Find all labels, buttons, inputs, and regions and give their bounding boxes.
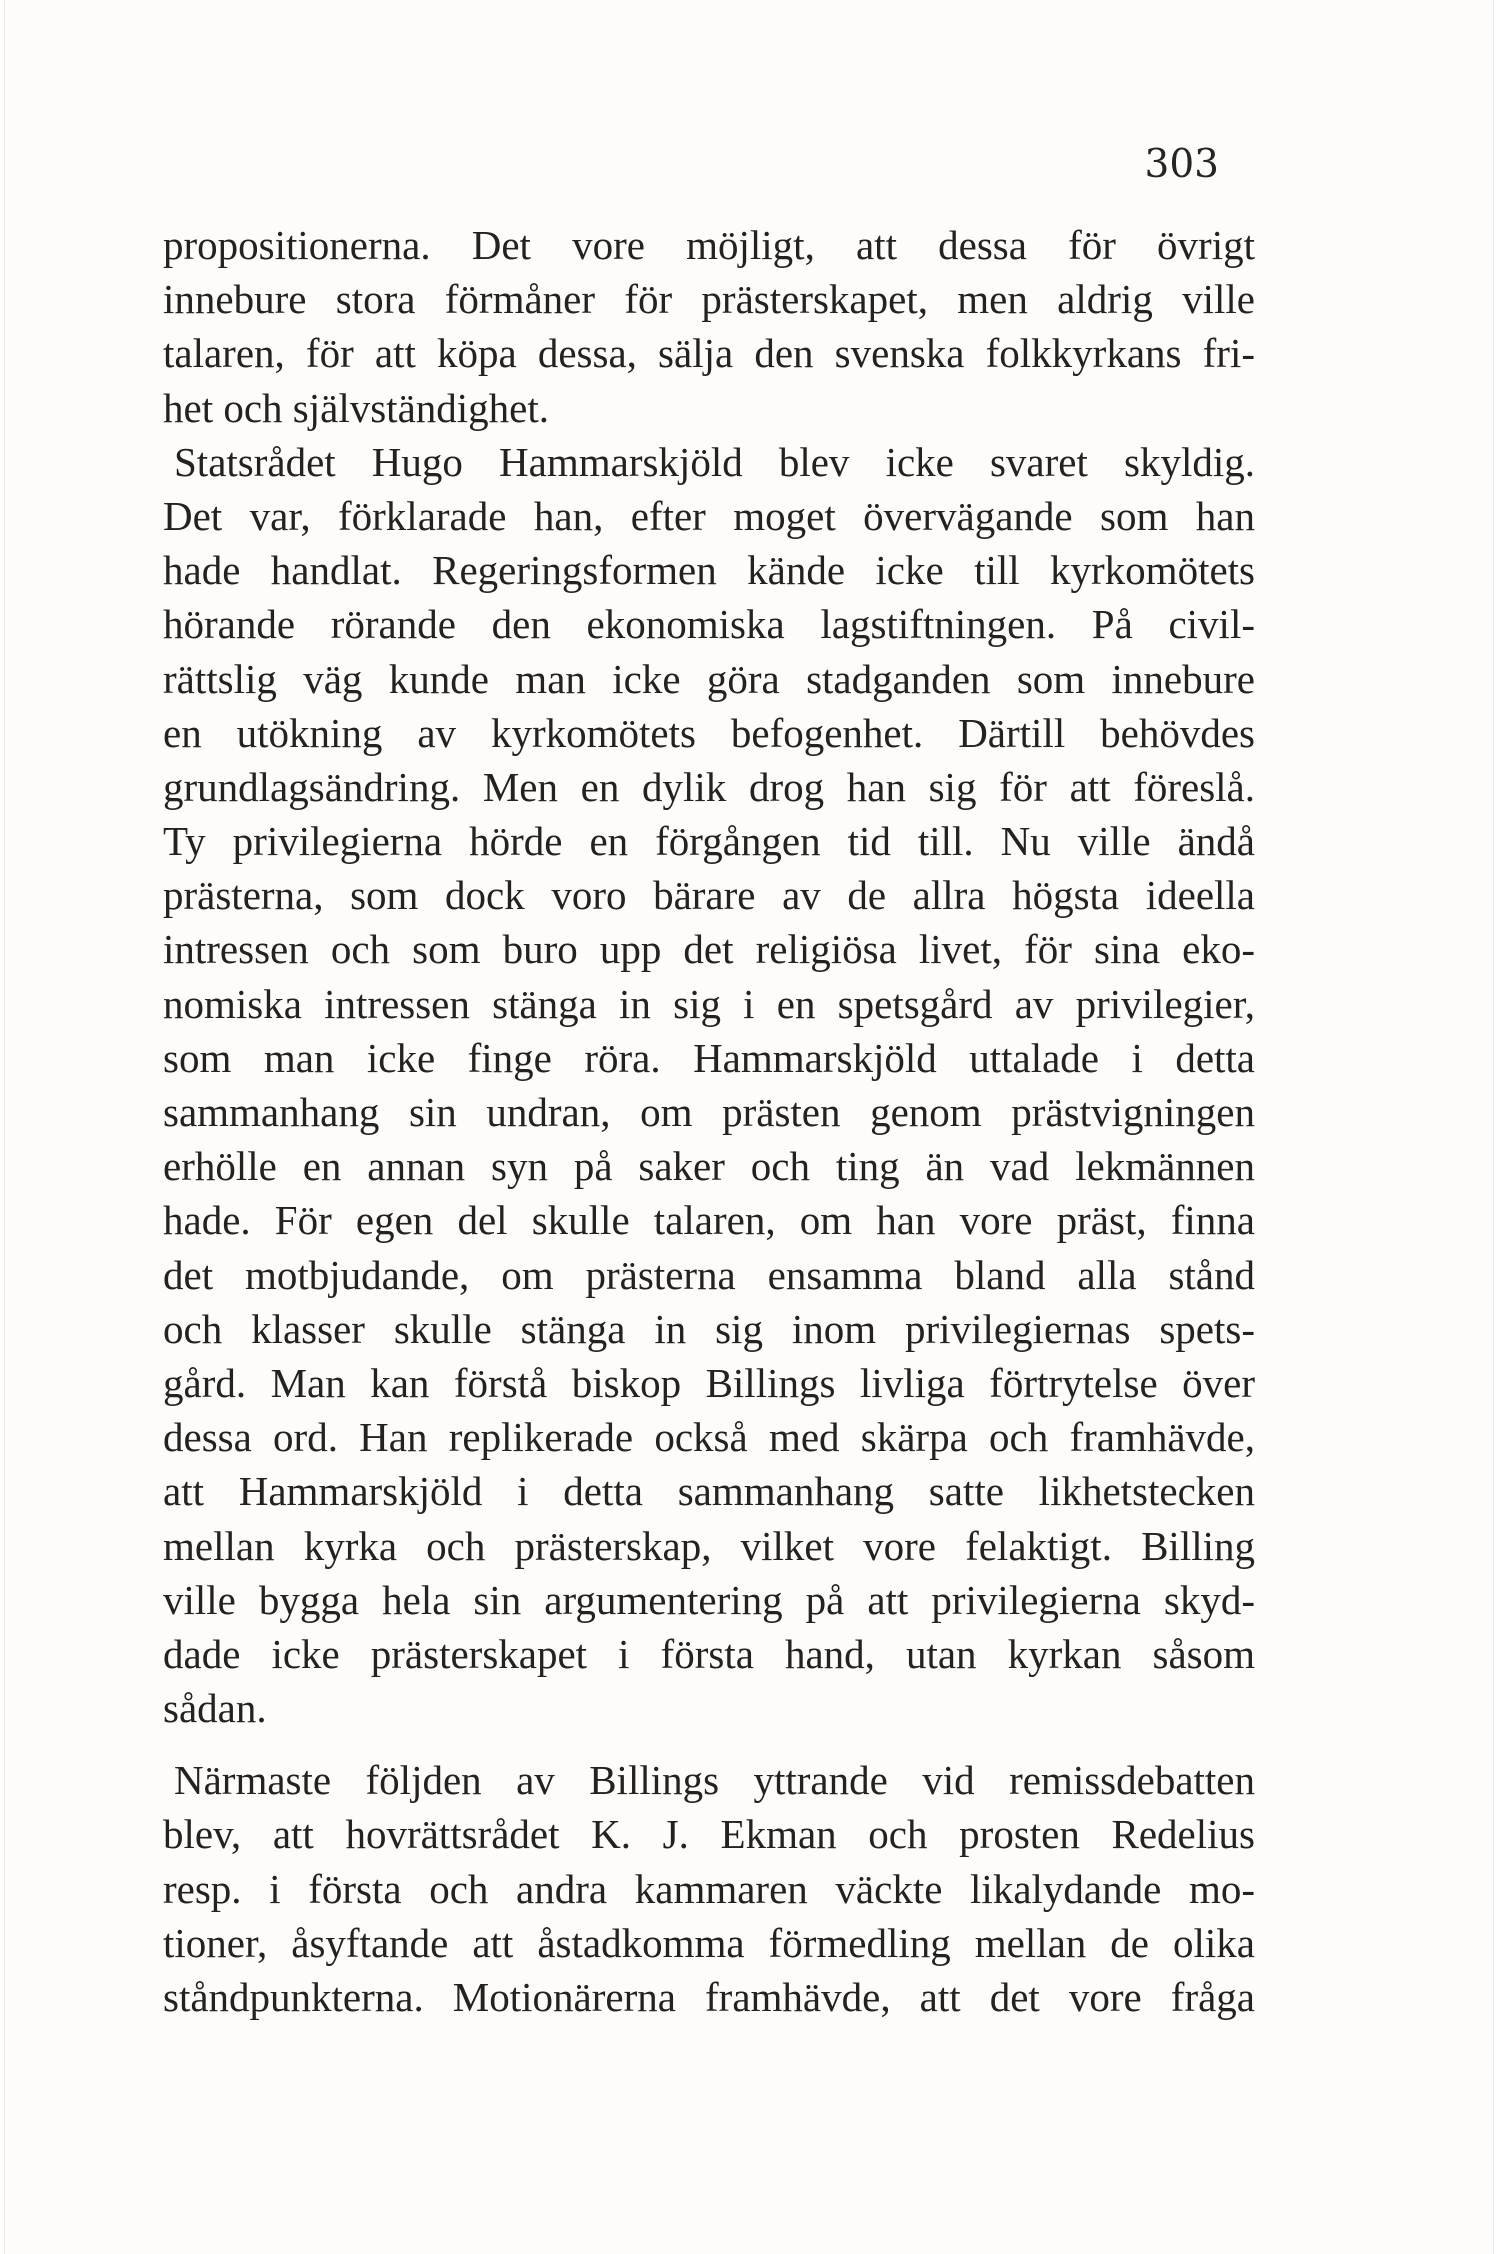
text-line: nomiska intressen stänga in sig i en spetsgård av privilegier,	[163, 980, 1255, 1027]
text-line: resp. i första och andra kammaren väckte likalydande mo-	[163, 1865, 1255, 1912]
page-number: 303	[1144, 142, 1219, 187]
text-line: sådan.	[163, 1685, 267, 1732]
text-line: het och självständighet.	[163, 384, 549, 431]
text-line: mellan kyrka och prästerskap, vilket vore felaktigt. Billing	[163, 1522, 1255, 1569]
text-line: dessa ord. Han replikerade också med skärpa och framhävde,	[163, 1414, 1255, 1461]
text-line: grundlagsändring. Men en dylik drog han sig för att föreslå.	[163, 763, 1255, 810]
text-line: Ty privilegierna hörde en förgången tid till. Nu ville ändå	[163, 818, 1255, 865]
text-line: som man icke finge röra. Hammarskjöld uttalade i detta	[163, 1034, 1255, 1081]
text-line: ståndpunkterna. Motionärerna framhävde, att det vore fråga	[163, 1974, 1255, 2020]
text-line: innebure stora förmåner för prästerskapet, men aldrig ville	[163, 276, 1255, 323]
text-line: det motbjudande, om prästerna ensamma bland alla stånd	[163, 1251, 1255, 1298]
text-line: propositionerna. Det vore möjligt, att dessa för övrigt	[163, 222, 1255, 268]
text-line: hade. För egen del skulle talaren, om han vore präst, finna	[163, 1197, 1255, 1244]
text-line: gård. Man kan förstå biskop Billings livliga förtrytelse över	[163, 1359, 1255, 1406]
text-line: sammanhang sin undran, om prästen genom prästvigningen	[163, 1089, 1255, 1135]
text-line: intressen och som buro upp det religiösa livet, för sina eko-	[163, 926, 1255, 973]
paragraph-gap	[163, 1735, 1255, 1753]
text-line: rättslig väg kunde man icke göra stadganden som innebure	[163, 655, 1255, 702]
text-line: hade handlat. Regeringsformen kände icke till kyrkomötets	[163, 547, 1255, 594]
body-text	[163, 218, 1255, 2024]
book-page	[4, 0, 1494, 2254]
text-line: blev, att hovrättsrådet K. J. Ekman och prosten Redelius	[163, 1811, 1255, 1858]
text-line: Statsrådet Hugo Hammarskjöld blev icke svaret skyldig.	[174, 438, 1255, 485]
text-line: att Hammarskjöld i detta sammanhang satte likhetstecken	[163, 1468, 1255, 1515]
text-line: tioner, åsyftande att åstadkomma förmedling mellan de olika	[163, 1919, 1255, 1966]
text-line: Det var, förklarade han, efter moget övervägande som han	[163, 492, 1255, 539]
text-line: ville bygga hela sin argumentering på att privilegierna skyd-	[163, 1576, 1255, 1623]
text-line: och klasser skulle stänga in sig inom privilegiernas spets-	[163, 1305, 1255, 1352]
text-line: en utökning av kyrkomötets befogenhet. Därtill behövdes	[163, 709, 1255, 756]
text-line: prästerna, som dock voro bärare av de allra högsta ideella	[163, 872, 1255, 919]
text-line: erhölle en annan syn på saker och ting än vad lekmännen	[163, 1143, 1255, 1190]
text-line: hörande rörande den ekonomiska lagstiftningen. På civil-	[163, 601, 1255, 648]
text-line: Närmaste följden av Billings yttrande vid remissdebatten	[174, 1757, 1255, 1804]
text-line: dade icke prästerskapet i första hand, utan kyrkan såsom	[163, 1630, 1255, 1677]
text-line: talaren, för att köpa dessa, sälja den svenska folkkyrkans fri-	[163, 330, 1255, 377]
